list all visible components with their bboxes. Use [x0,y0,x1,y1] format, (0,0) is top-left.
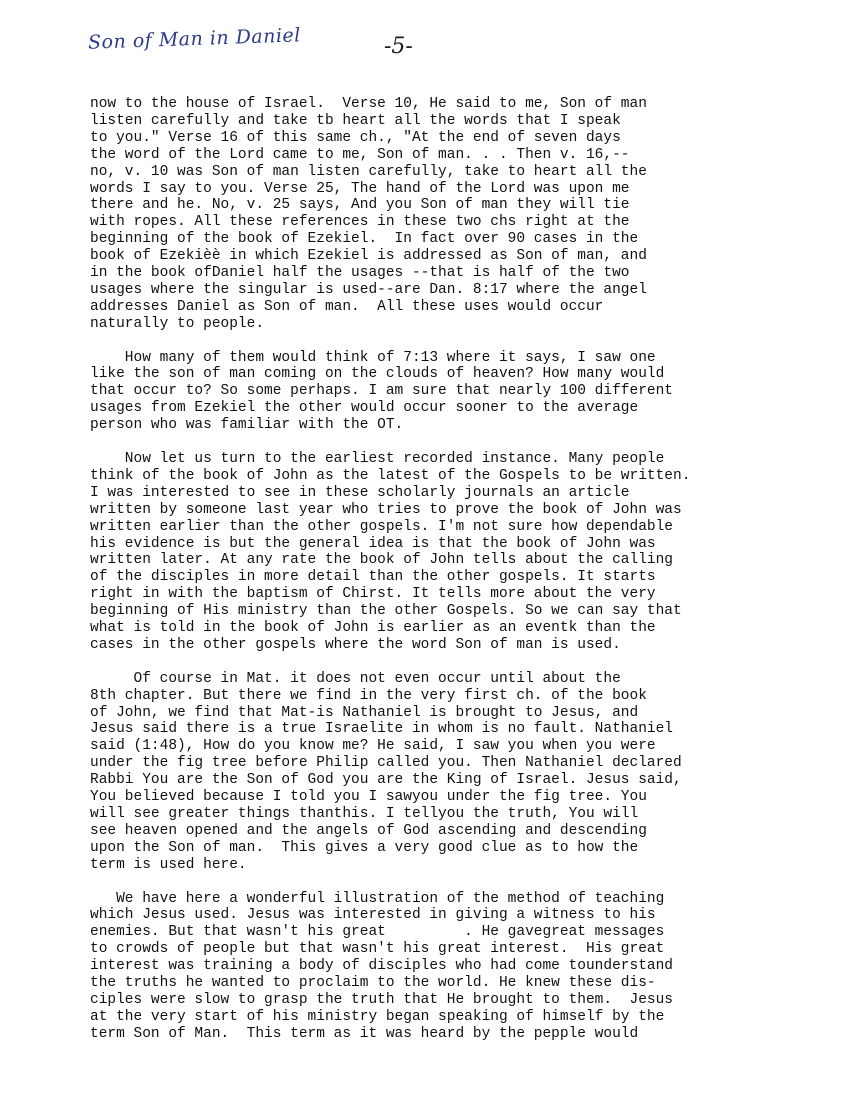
text-line: to crowds of people but that wasn't his great interest. His great [90,941,665,958]
text-line: interest was training a body of disciples who had come tounderstand [90,958,673,975]
text-line: person who was familiar with the OT. [90,417,404,434]
text-line: Rabbi You are the Son of God you are the King of Israel. Jesus said, [90,772,682,789]
handwritten-title: Son of Man in Daniel [87,24,302,54]
text-line: the truths he wanted to proclaim to the world. He knew these dis- [90,975,656,992]
text-line: addresses Daniel as Son of man. All these uses would occur [90,298,604,315]
text-line: enemies. But that wasn't his great . He gavegreat messages [90,924,665,941]
text-line: what is told in the book of John is earlier as an eventk than the [90,620,656,637]
text-line: now to the house of Israel. Verse 10, He said to me, Son of man [90,96,647,112]
text-line: will see greater things thanthis. I tellyou the truth, You will [90,806,639,823]
paragraph [90,891,810,1043]
paragraph [90,96,810,333]
text-line: I was interested to see in these scholarly journals an article [90,484,630,501]
text-line: beginning of the book of Ezekiel. In fact over 90 cases in the [90,231,639,248]
text-line: beginning of His ministry than the other Gospels. So we can say that [90,603,682,620]
text-line: like the son of man coming on the clouds of heaven? How many would [90,366,665,383]
text-line: words I say to you. Verse 25, The hand of the Lord was upon me [90,180,630,197]
paragraph [90,350,810,435]
text-line: upon the Son of man. This gives a very good clue as to how the [90,839,639,856]
text-line: You believed because I told you I sawyou under the fig tree. You [90,789,647,806]
body-text [90,96,810,1060]
text-line: at the very start of his ministry began speaking of himself by the [90,1008,665,1025]
text-line: We have here a wonderful illustration of the method of teaching [90,890,665,907]
text-line: the word of the Lord came to me, Son of man. . . Then v. 16,-- [90,146,630,163]
page-number: -5- [384,34,413,59]
text-line: there and he. No, v. 25 says, And you Son of man they will tie [90,197,630,214]
text-line: under the fig tree before Philip called you. Then Nathaniel declared [90,755,682,772]
text-line: written later. At any rate the book of John tells about the calling [90,552,673,569]
text-line: no, v. 10 was Son of man listen carefully, take to heart all the [90,163,647,180]
text-line: book of Ezekièè in which Ezekiel is addressed as Son of man, and [90,248,647,265]
text-line: Jesus said there is a true Israelite in whom is no fault. Nathaniel [90,721,673,738]
text-line: naturally to people. [90,315,265,332]
text-line: cases in the other gospels where the word Son of man is used. [90,636,621,653]
paragraph [90,451,810,654]
text-line: usages from Ezekiel the other would occur sooner to the average [90,400,639,417]
text-line: term is used here. [90,856,247,873]
text-line: listen carefully and take tb heart all the words that I speak [90,112,621,129]
text-line: that occur to? So some perhaps. I am sure that nearly 100 different [90,383,673,400]
text-line: How many of them would think of 7:13 where it says, I saw one [90,349,656,366]
text-line: with ropes. All these references in these two chs right at the [90,214,630,231]
text-line: of the disciples in more detail than the other gospels. It starts [90,569,656,586]
text-line: see heaven opened and the angels of God ascending and descending [90,822,647,839]
text-line: ciples were slow to grasp the truth that He brought to them. Jesus [90,991,673,1008]
paragraph [90,671,810,874]
text-line: Of course in Mat. it does not even occur until about the [90,670,621,687]
text-line: think of the book of John as the latest of the Gospels to be written. [90,467,691,484]
text-line: 8th chapter. But there we find in the very first ch. of the book [90,687,647,704]
text-line: which Jesus used. Jesus was interested in giving a witness to his [90,907,656,924]
text-line: term Son of Man. This term as it was heard by the pepple would [90,1025,639,1042]
text-line: right in with the baptism of Chirst. It tells more about the very [90,586,656,603]
text-line: in the book ofDaniel half the usages --that is half of the two [90,265,630,282]
text-line: written earlier than the other gospels. I'm not sure how dependable [90,518,673,535]
text-line: usages where the singular is used--are Dan. 8:17 where the angel [90,281,647,298]
text-line: written by someone last year who tries to prove the book of John was [90,501,682,518]
text-line: to you." Verse 16 of this same ch., "At the end of seven days [90,129,621,146]
text-line: his evidence is but the general idea is that the book of John was [90,535,656,552]
text-line: of John, we find that Mat-is Nathaniel is brought to Jesus, and [90,704,639,721]
text-line: Now let us turn to the earliest recorded instance. Many people [90,451,665,467]
text-line: said (1:48), How do you know me? He said, I saw you when you were [90,738,656,755]
